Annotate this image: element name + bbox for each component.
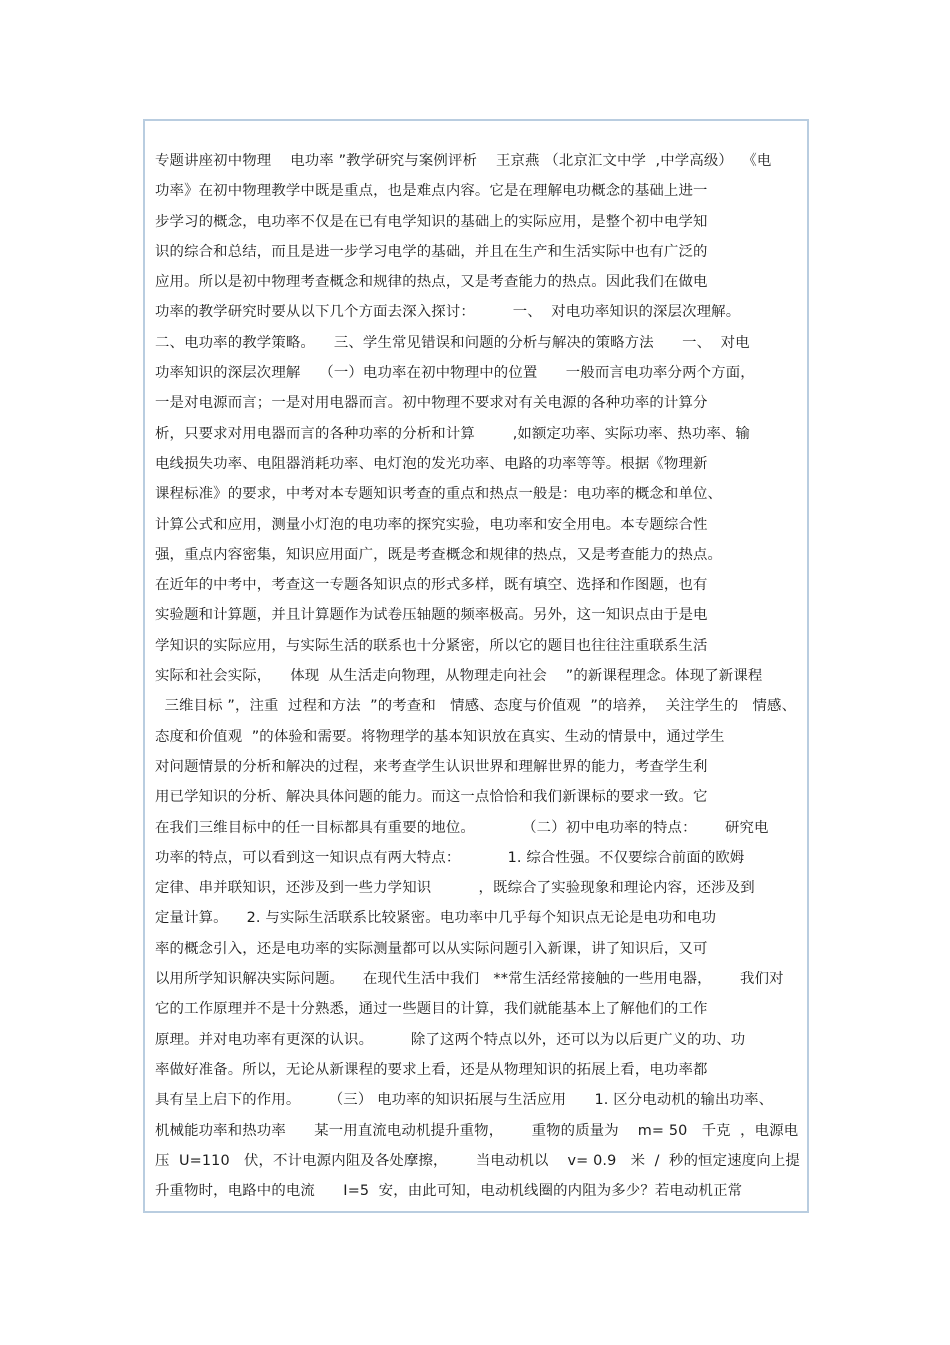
text-line: 定量计算。 2. 与实际生活联系比较紧密。电功率中几乎每个知识点无论是电功和电功 [155, 910, 717, 927]
text-line: 率做好准备。所以，无论从新课程的要求上看，还是从物理知识的拓展上看，电功率都 [155, 1061, 708, 1078]
text-line: 学知识的实际应用，与实际生活的联系也十分紧密，所以它的题目也往往注重联系生活 [155, 637, 708, 654]
text-line: 用已学知识的分析、解决具体问题的能力。而这一点恰恰和我们新课标的要求一致。它 [155, 789, 708, 806]
text-line: 应用。所以是初中物理考查概念和规律的热点，又是考查能力的热点。因此我们在做电 [155, 274, 708, 291]
text-line: 机械能功率和热功率 某一用直流电动机提升重物， 重物的质量为 m= 50 千克 ，电源电 [155, 1122, 799, 1139]
text-line: 电线损失功率、电阻器消耗功率、电灯泡的发光功率、电路的功率等等。根据《物理新 [155, 455, 708, 472]
text-line: 功率的特点，可以看到这一知识点有两大特点： 1. 综合性强。不仅要综合前面的欧姆 [155, 849, 745, 866]
text-line: 功率》在初中物理教学中既是重点，也是难点内容。它是在理解电功概念的基础上进一 [155, 183, 708, 200]
text-line: 计算公式和应用，测量小灯泡的电功率的探究实验，电功率和安全用电。本专题综合性 [155, 516, 708, 533]
text-line: 识的综合和总结，而且是进一步学习电学的基础，并且在生产和生活实际中也有广泛的 [155, 243, 708, 260]
text-line: 态度和价值观 ”的体验和需要。将物理学的基本知识放在真实、生动的情景中，通过学生 [155, 728, 725, 745]
text-line: 析，只要求对用电器而言的各种功率的分析和计算 ,如额定功率、实际功率、热功率、输 [155, 425, 751, 442]
text-line: 三维目标 ”，注重 过程和方法 ”的考查和 情感、态度与价值观 ”的培养， 关注学生的 情感、 [155, 698, 797, 715]
text-line: 压 U=110 伏，不计电源内阻及各处摩擦， 当电动机以 v= 0.9 米 / 秒的恒定速度向上提 [155, 1152, 800, 1169]
text-line: 课程标准》的要求，中考对本专题知识考查的重点和热点一般是：电功率的概念和单位、 [155, 486, 723, 503]
text-line: 在近年的中考中，考查这一专题各知识点的形式多样，既有填空、选择和作图题，也有 [155, 577, 708, 594]
text-line: 强，重点内容密集，知识应用面广，既是考查概念和规律的热点，又是考查能力的热点。 [155, 546, 723, 563]
text-line: 对问题情景的分析和解决的过程，来考查学生认识世界和理解世界的能力，考查学生利 [155, 758, 708, 775]
text-line: 原理。并对电功率有更深的认识。 除了这两个特点以外，还可以为以后更广义的功、功 [155, 1031, 746, 1048]
document-body [155, 146, 815, 1206]
text-line: 二、电功率的教学策略。 三、学生常见错误和问题的分析与解决的策略方法 一、 对电 [155, 334, 750, 351]
text-line: 功率知识的深层次理解 （一）电功率在初中物理中的位置 一般而言电功率分两个方面， [155, 365, 755, 382]
text-line: 功率的教学研究时要从以下几个方面去深入探讨： 一、 对电功率知识的深层次理解。 [155, 304, 741, 321]
text-line: 实验题和计算题，并且计算题作为试卷压轴题的频率极高。另外，这一知识点由于是电 [155, 607, 708, 624]
text-line: 以用所学知识解决实际问题。 在现代生活中我们 **常生活经常接触的一些用电器， 我们对 [155, 971, 784, 988]
text-line: 在我们三维目标中的任一目标都具有重要的地位。 （二）初中电功率的特点： 研究电 [155, 819, 769, 836]
text-line: 升重物时，电路中的电流 I=5 安，由此可知，电动机线圈的内阻为多少？若电动机正常 [155, 1183, 743, 1200]
text-line: 它的工作原理并不是十分熟悉，通过一些题目的计算，我们就能基本上了解他们的工作 [155, 1001, 708, 1018]
text-line: 实际和社会实际， 体现 从生活走向物理，从物理走向社会 ”的新课程理念。体现了新课程 [155, 668, 763, 685]
text-line: 一是对电源而言；一是对用电器而言。初中物理不要求对有关电源的各种功率的计算分 [155, 395, 708, 412]
text-line: 步学习的概念，电功率不仅是在已有电学知识的基础上的实际应用，是整个初中电学知 [155, 213, 708, 230]
text-line: 具有呈上启下的作用。 （三） 电功率的知识拓展与生活应用 1. 区分电动机的输出功率、 [155, 1092, 774, 1109]
text-line: 专题讲座初中物理 电功率 ”教学研究与案例评析 王京燕 （北京汇文中学 ,中学高级） 《电 [155, 153, 772, 169]
text-line: 定律、串并联知识，还涉及到一些力学知识 ，既综合了实验现象和理论内容，还涉及到 [155, 880, 755, 897]
text-line: 率的概念引入，还是电功率的实际测量都可以从实际问题引入新课，讲了知识后，又可 [155, 940, 708, 957]
